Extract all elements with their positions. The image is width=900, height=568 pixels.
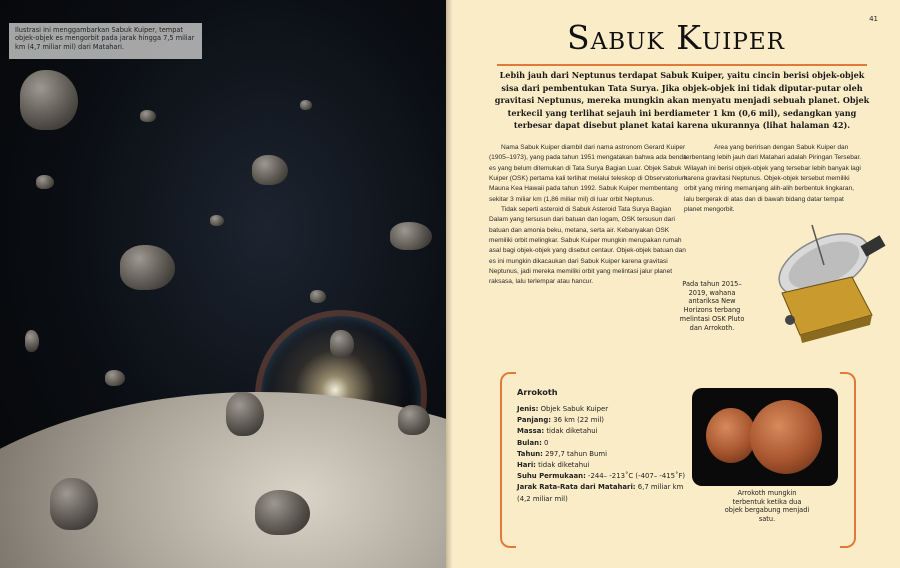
fact-value: tidak diketahui — [538, 461, 590, 470]
box-bracket-left — [500, 372, 516, 548]
asteroid — [25, 330, 39, 352]
body-paragraph: Tidak seperti asteroid di Sabuk Asteroid Tata Surya Bagian Dalam yang tersusun dari batuan dan logam, OSK tersusun dari batuan dan amonia beku, metana, serta air. Kebanyakan OSK memiliki orbit melingkar. Sabuk Kuiper mungkin merupakan rumah asal bagi objek-objek yang disebut centaur. Objek-objek batuan dan es ini mungkin dikacaukan dari Sabuk Kuiper karena gravitasi Neptunus, jadi mereka memiliki orbit yang melintasi jalur planet raksasa, lalu terlempar atau hancur. — [489, 206, 686, 286]
asteroid — [226, 392, 264, 436]
asteroid — [120, 245, 175, 290]
asteroid — [36, 175, 54, 189]
probe-caption: Pada tahun 2015–2019, wahana antariksa New Horizons terbang melintasi OSK Pluto dan Arrokoth. — [679, 280, 745, 332]
new-horizons-spacecraft-image — [742, 215, 892, 350]
arrokoth-fact-box — [500, 372, 856, 544]
fact-value: 36 km (22 mil) — [553, 416, 604, 425]
fact-row — [517, 415, 687, 426]
fact-label: Jarak Rata-Rata dari Matahari: — [517, 483, 636, 492]
asteroid — [330, 330, 354, 358]
fact-label: Tahun: — [517, 449, 543, 458]
fact-row — [517, 482, 687, 504]
fact-label: Massa: — [517, 427, 545, 436]
lead-paragraph: Lebih jauh dari Neptunus terdapat Sabuk Kuiper, yaitu cincin berisi objek-objek sisa dari pembentukan Tata Surya. Jika objek-objek ini tidak diputar-putar oleh gravitasi Neptunus, mereka mungkin akan menyatu menjadi sebuah planet. Objek terkecil yang terlihat sejauh ini berdiameter 1 km (0,6 mil), sedangkan yang terbesar dapat disebut planet katai karena ukurannya (lihat halaman 42). — [494, 70, 870, 131]
fact-label: Suhu Permukaan: — [517, 472, 586, 481]
fact-row — [517, 449, 687, 460]
body-column-1 — [489, 143, 689, 288]
fact-list — [517, 404, 687, 505]
fact-label: Bulan: — [517, 438, 542, 447]
fact-label: Hari: — [517, 461, 536, 470]
fact-value: -244– -213˚C (-407– -415˚F) — [588, 472, 686, 481]
fact-box-title: Arrokoth — [517, 387, 558, 397]
fact-label: Jenis: — [517, 405, 539, 413]
fact-row — [517, 460, 687, 471]
illustration-caption: Ilustrasi ini menggambarkan Sabuk Kuiper, tempat objek-objek es mengorbit pada jarak hingga 7,5 miliar km (4,7 miliar mil) dari Matahari. — [9, 23, 202, 59]
fact-row — [517, 471, 687, 482]
body-paragraph: Area yang beririsan dengan Sabuk Kuiper dan terbentang lebih jauh dari Matahari adalah Piringan Tersebar. Wilayah ini berisi objek-objek yang tersebar lebih banyak lagi karena gravitasi Neptunus. Objek-objek tersebut memiliki orbit yang miring memanjang alih-alih berbentuk lingkaran, lalu bergerak di atas dan di bawah bidang datar tempat planet mengorbit. — [684, 144, 862, 214]
page-number: 41 — [869, 15, 878, 23]
arrokoth-photo — [692, 388, 838, 486]
fact-value: 297,7 tahun Bumi — [545, 449, 607, 458]
title-rule — [497, 64, 867, 66]
fact-value: Objek Sabuk Kuiper — [540, 405, 609, 413]
asteroid — [310, 290, 326, 303]
asteroid — [255, 490, 310, 535]
arrokoth-large-lobe — [750, 400, 822, 474]
page-title: Sabuk Kuiper — [567, 18, 785, 57]
body-paragraph: Nama Sabuk Kuiper diambil dari nama astronom Gerard Kuiper (1905–1973), yang pada tahun 1951 mengatakan bahwa ada benda es yang belum ditemukan di Tata Surya Bagian Luar. Objek Sabuk Kuiper (OSK) pertama kali terlihat melalui teleskop di Observatorium Mauna Kea Hawaii pada tahun 1992. Sabuk Kuiper membentang sekitar 3 miliar km (1,86 miliar mil) di luar orbit Neptunus. — [489, 144, 688, 203]
kuiper-belt-illustration — [0, 0, 446, 568]
asteroid — [20, 70, 78, 130]
asteroid — [140, 110, 156, 122]
fact-value: 6,7 miliar km (4,2 miliar mil) — [517, 483, 684, 503]
asteroid — [50, 478, 98, 530]
asteroid — [252, 155, 288, 185]
fact-value: tidak diketahui — [546, 427, 598, 436]
body-column-2 — [684, 143, 862, 215]
article-page — [452, 0, 900, 568]
fact-value: 0 — [544, 438, 549, 447]
fact-row — [517, 438, 687, 449]
asteroid — [210, 215, 224, 226]
box-bracket-right — [840, 372, 856, 548]
asteroid — [300, 100, 312, 110]
arrokoth-small-lobe — [706, 408, 756, 463]
fact-row — [517, 426, 687, 437]
asteroid — [105, 370, 125, 386]
asteroid — [398, 405, 430, 435]
asteroid — [390, 222, 432, 250]
fact-row — [517, 404, 687, 415]
arrokoth-caption: Arrokoth mungkin terbentuk ketika dua objek bergabung menjadi satu. — [724, 489, 810, 524]
fact-label: Panjang: — [517, 416, 552, 425]
